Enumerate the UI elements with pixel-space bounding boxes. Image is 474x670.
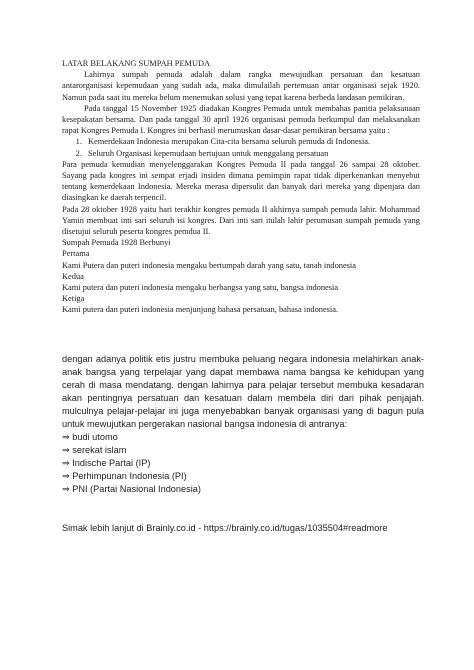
- oath-heading: Sumpah Pemuda 1928 Berbunyi: [62, 238, 171, 248]
- organization-item: ⇒ serekat islam: [62, 445, 127, 455]
- paragraph-intro: Lahirnya sumpah pemuda adalah dalam rangka mewujudkan persatuan dan kesatuan antarorganisasi kepemudaan yang sudah ada, maka dimulailah pertemuan antar organisasi sejak 1920. Namun pada saat itu mereka belum menemukan solusi yang tepat karena berbeda landasan pemikiran.: [62, 70, 420, 102]
- oath-label: Kedua: [62, 271, 84, 281]
- spacer: [62, 509, 424, 522]
- sumpah-pemuda-section: [62, 58, 420, 316]
- oath-label: Pertama: [62, 249, 90, 259]
- organization-item: ⇒ PNI (Partai Nasional Indonesia): [62, 484, 201, 494]
- oath-text: Kami Putera dan puteri indonesia mengaku bertumpah darah yang satu, tanah indonesia: [62, 260, 356, 270]
- organization-item: ⇒ Perhimpunan Indonesia (PI): [62, 471, 187, 481]
- principles-list: [62, 136, 420, 158]
- paragraph-sumpah-lahir: Pada 28 oktober 1928 yaitu hari terakhir kongres pemuda II akhirnya sumpah pemuda lahir. Mohammad Yamin membuat inti sari seluruh isi kongres. Dari inti sari itulah lahir perumusan sumpah pemuda yang disetujui seluruh peserta kongres pemdua II.: [62, 204, 420, 237]
- paragraph-politik-etis: dengan adanya politik etis justru membuka peluang negara indonesia melahirkan anak-anak bangsa yang terpelajar yang dapat membawa nama bangsa ke kehidupan yang cerah di masa mendatang. dengan lahirnya para pelajar tersebut membuka kesadaran akan pentingnya persatuan dan kesatuan dalam membela diri dari pihak penjajah. mulculnya pelajar-pelajar ini juga menyebabkan banyak organisasi yang di bagun pula untuk mewujutkan pergerakan nasional bangsa indonesia di antranya:: [62, 354, 424, 429]
- oath-text: Kami putera dan puteri indonesia mengaku berbangsa yang satu, bangsa indonesia: [62, 283, 339, 293]
- oath-label: Ketiga: [62, 294, 85, 304]
- organization-item: ⇒ Indische Partai (IP): [62, 458, 151, 468]
- organization-item: ⇒ budi utomo: [62, 432, 118, 442]
- paragraph-kongres-2: Para pemuda kemudian menyelenggarakan Kongres Pemuda II pada tanggal 26 sampai 28 oktober. Sayang pada kongres ini sempat erjadi insiden dimana pemimpin rapat tidak diperkenankan menyebut tentang kemerdekaan Indonesia. Mereka merasa dipersulit dan banyak dari mereka yang dipenjara dan diasingkan ke daerah terpencil.: [62, 159, 420, 203]
- oath-text: Kami putera dan puteri indonesia menjunjung bahasa persatuan, bahasa indonesia.: [62, 305, 339, 315]
- source-footer: Simak lebih lanjut di Brainly.co.id - https://brainly.co.id/tugas/1035504#readmore: [62, 523, 388, 533]
- list-item: 1. Kemerdekaan Indonesia merupakan Cita-cita bersama seluruh pemuda di Indonesia.: [84, 136, 420, 147]
- pergerakan-section: [62, 353, 424, 535]
- spacer: [62, 496, 424, 509]
- paragraph-kongres-1: Pada tanggal 15 November 1925 diadakan Kongres Pemuda untuk membahas panitia pelaksanaan kesepakatan bersama. Dan pada tanggal 30 april 1926 organisasi pemuda berkumpul dan melaksanakan rapat Kongres Pemuda I. Kongres ini berhasil merumuskan dasar-dasar pemikiran bersama yaitu :: [62, 103, 420, 136]
- section-title: LATAR BELAKANG SUMPAH PEMUDA: [62, 59, 211, 68]
- list-item: 2. Seluruh Organisasi kepemudaan bertujuan untuk menggalang persatuan: [84, 148, 420, 159]
